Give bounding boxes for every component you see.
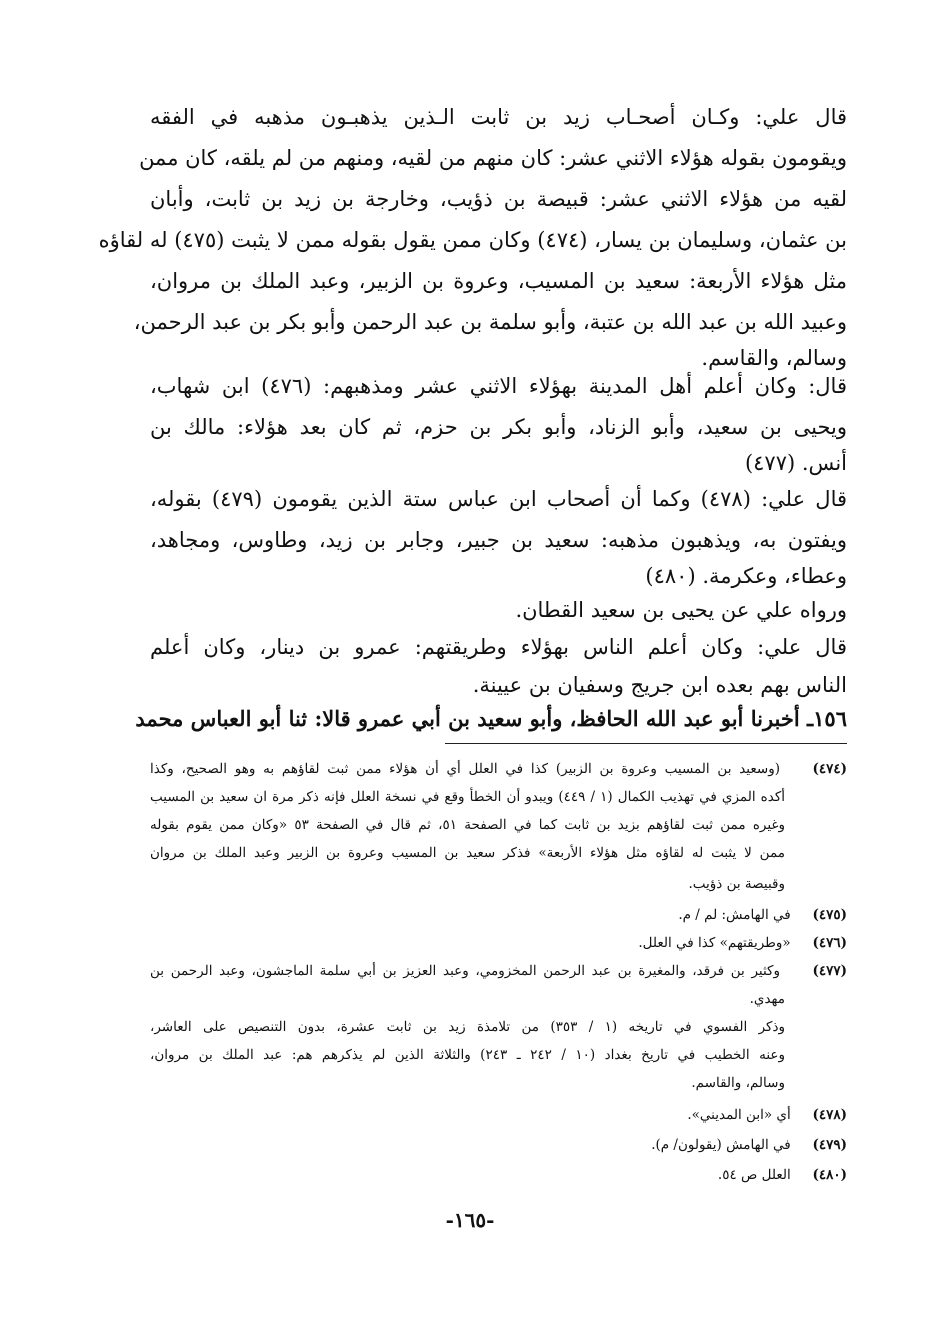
main-text-line: قال: وكان أعلم أهل المدينة بهؤلاء الاثني عشر ومذهبهم: (٤٧٦) ابن شهاب، <box>150 374 847 398</box>
footnote-continuation: وذكر الفسوي في تاريخه (١ / ٣٥٣) من تلامذة زيد بن ثابت عشرة، بدون التنصيص على العاشر، <box>150 1019 786 1035</box>
main-text-line: قال علي: وكـان أصحـاب زيد بن ثابت الـذين يذهبـون مذهبه في الفقه <box>150 105 848 129</box>
footnote-text: (وسعيد بن المسيب وعروة بن الزبير) كذا في العلل أي أن هؤلاء ممن ثبت لقاؤهم به وهو الصحيح، وكذا <box>150 761 780 777</box>
footnote-continuation: أكده المزي في تهذيب الكمال (١ / ٤٤٩) ويبدو أن الخطأ وقع في نسخة العلل فإنه ذكر مرة ان سعيد بن المسيب <box>150 789 786 805</box>
page-number: -١٦٥- <box>445 1208 495 1232</box>
footnote-continuation: وعنه الخطيب في تاريخ بغداد (١٠ / ٢٤٢ ـ ٢٤٣) والثلاثة الذين لم يذكرهم هم: عبد الملك بن مروان، <box>150 1047 785 1063</box>
footnote-number: (٤٧٤) <box>812 761 847 777</box>
footnote-number: (٤٧٦) <box>812 935 847 951</box>
footnote-478 <box>150 1103 847 1127</box>
footnote-continuation: مهدي. <box>749 991 785 1007</box>
footnote-479 <box>150 1133 847 1157</box>
main-text-line: وعطاء، وعكرمة. (٤٨٠) <box>645 564 847 588</box>
hadith-156-line: ١٥٦ـ أخبرنا أبو عبد الله الحافظ، وأبو سعيد بن أبي عمرو قالا: ثنا أبو العباس محمد <box>135 706 847 731</box>
footnote-continuation: ممن لا يثبت له لقاؤه مثل هؤلاء الأربعة» فذكر سعيد بن المسيب وعروة بن الزبير وعبد الملك بن مروان <box>150 845 785 861</box>
footnote-continuation: وقبيصة بن ذؤيب. <box>688 876 785 892</box>
footnote-continuation: وغيره ممن ثبت لقاؤهم بزيد بن ثابت كما في الصفحة ٥١، ثم قال في الصفحة ٥٣ «وكان ممن يقوم بقوله <box>150 817 785 833</box>
main-text-line: قال علي: وكان أعلم الناس بهؤلاء وطريقتهم: عمرو بن دينار، وكان أعلم <box>150 635 847 659</box>
footnote-text: في الهامش (يقولون/ م). <box>651 1137 791 1153</box>
main-text-line: ويحيى بن سعيد، وأبو الزناد، وأبو بكر بن حزم، ثم كان بعد هؤلاء: مالك بن <box>150 415 847 439</box>
main-text-line: مثل هؤلاء الأربعة: سعيد بن المسيب، وعروة بن الزبير، وعبد الملك بن مروان، <box>150 269 847 293</box>
main-text-line: ورواه علي عن يحيى بن سعيد القطان. <box>515 598 847 622</box>
footnote-text: في الهامش: لم / م. <box>678 907 791 923</box>
footnote-number: (٤٧٩) <box>812 1137 847 1153</box>
footnote-text: العلل ص ٥٤. <box>717 1167 791 1183</box>
footnote-476 <box>150 931 847 955</box>
footnote-text: «وطريقتهم» كذا في العلل. <box>638 935 791 951</box>
footnote-480 <box>150 1163 847 1187</box>
footnote-continuation: وسالم، والقاسم. <box>691 1075 785 1091</box>
footnote-text: أي «ابن المديني». <box>687 1107 791 1123</box>
footnote-477 <box>150 959 847 983</box>
main-text-line: أنس. (٤٧٧) <box>744 451 847 475</box>
footnote-474 <box>150 757 847 781</box>
footnote-separator <box>445 743 847 744</box>
main-text-line: ويقومون بقوله هؤلاء الاثني عشر: كان منهم من لقيه، ومنهم من لم يلقه، كان ممن <box>139 146 847 170</box>
footnote-number: (٤٧٧) <box>812 963 847 979</box>
main-text-line: بن عثمان، وسليمان بن يسار، (٤٧٤) وكان ممن يقول بقوله ممن لا يثبت (٤٧٥) له لقاؤه <box>98 228 847 252</box>
footnote-number: (٤٨٠) <box>812 1167 847 1183</box>
footnote-number: (٤٧٨) <box>812 1107 847 1123</box>
main-text-line: لقيه من هؤلاء الاثني عشر: قبيصة بن ذؤيب، وخارجة بن زيد بن ثابت، وأبان <box>150 187 847 211</box>
main-text-line: ويفتون به، ويذهبون مذهبه: سعيد بن جبير، وجابر بن زيد، وطاوس، ومجاهد، <box>150 528 847 552</box>
footnote-475 <box>150 903 847 927</box>
footnote-text: وكثير بن فرقد، والمغيرة بن عبد الرحمن المخزومي، وعبد العزيز بن أبي سلمة الماجشون، وعبد الرحمن بن <box>150 963 780 979</box>
main-text-line: الناس بهم بعده ابن جريج وسفيان بن عيينة. <box>472 673 847 697</box>
main-text-line: وسالم، والقاسم. <box>701 346 847 370</box>
footnote-number: (٤٧٥) <box>812 907 847 923</box>
main-text-line: قال علي: (٤٧٨) وكما أن أصحاب ابن عباس ستة الذين يقومون (٤٧٩) بقوله، <box>150 487 848 511</box>
main-text-line: وعبيد الله بن عبد الله بن عتبة، وأبو سلمة بن عبد الرحمن وأبو بكر بن عبد الرحمن، <box>133 310 847 334</box>
